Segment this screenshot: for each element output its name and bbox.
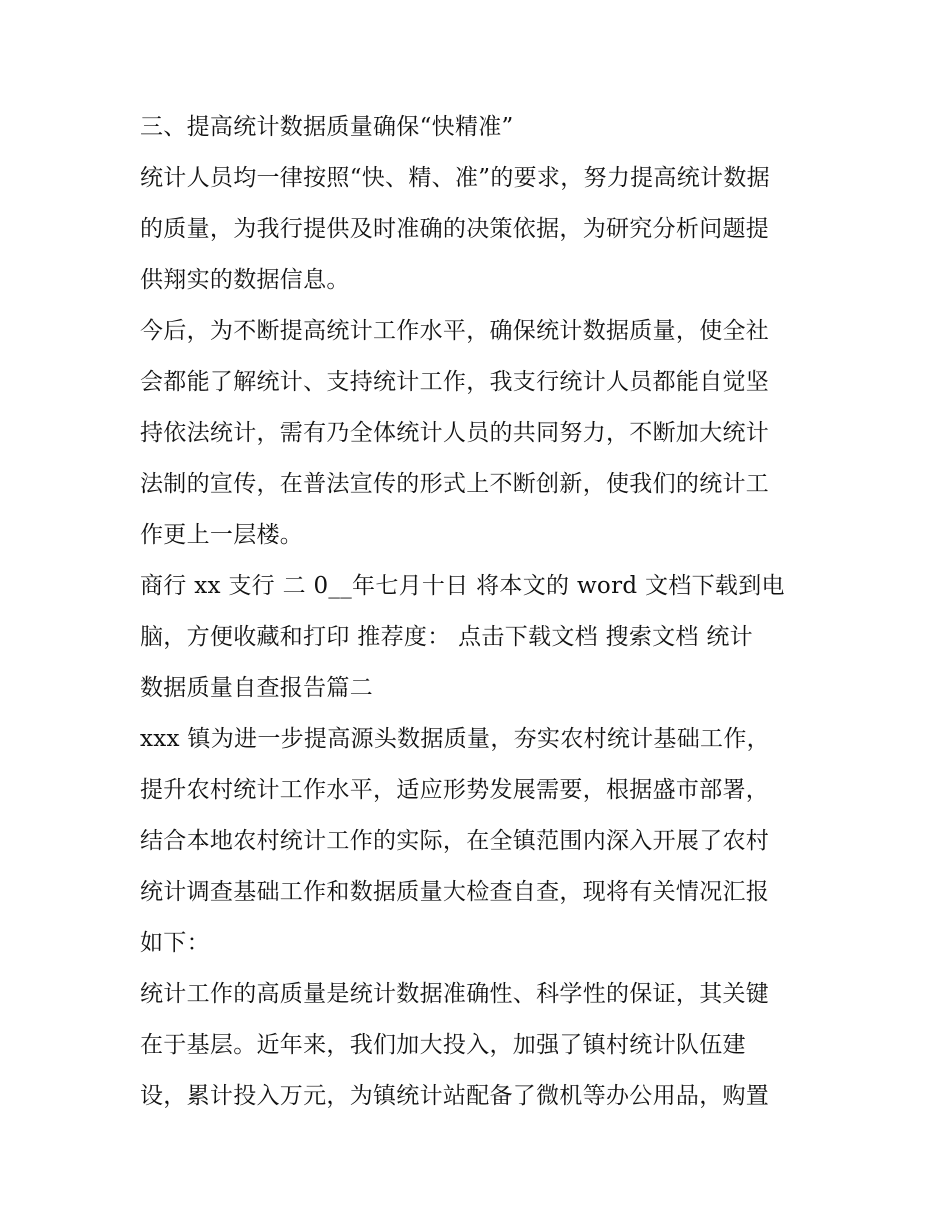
text-line: 作更上一层楼。 <box>140 522 304 548</box>
text-line: 提升农村统计工作水平，适应形势发展需要，根据盛市部署， <box>140 777 770 803</box>
text-line: 结合本地农村统计工作的实际，在全镇范围内深入开展了农村 <box>140 828 770 854</box>
text-line: 脑，方便收藏和打印 推荐度： 点击下载文档 搜索文档 统计 <box>140 624 753 650</box>
text-line: 法制的宣传，在普法宣传的形式上不断创新，使我们的统计工 <box>140 471 770 497</box>
text-line: 如下： <box>140 930 210 956</box>
text-line: 商行 xx 支行 二 0__年七月十日 将本文的 word 文档下载到电 <box>140 573 785 599</box>
text-line: 在于基层。近年来，我们加大投入，加强了镇村统计队伍建 <box>140 1032 746 1058</box>
text-line: 供翔实的数据信息。 <box>140 267 350 293</box>
text-line: 的质量，为我行提供及时准确的决策依据，为研究分析问题提 <box>140 216 770 242</box>
text-line: 今后，为不断提高统计工作水平，确保统计数据质量，使全社 <box>140 318 770 344</box>
text-line: 统计人员均一律按照“快、精、准”的要求，努力提高统计数据 <box>140 165 770 191</box>
text-line: xxx 镇为进一步提高源头数据质量，夯实农村统计基础工作， <box>140 726 770 752</box>
document-body <box>140 102 820 1122</box>
text-line: 数据质量自查报告篇二 <box>140 675 373 701</box>
text-line: 持依法统计，需有乃全体统计人员的共同努力，不断加大统计 <box>140 420 770 446</box>
section-heading: 三、提高统计数据质量确保“快精准” <box>140 114 514 140</box>
text-line: 统计工作的高质量是统计数据准确性、科学性的保证，其关键 <box>140 981 770 1007</box>
text-line: 会都能了解统计、支持统计工作，我支行统计人员都能自觉坚 <box>140 369 770 395</box>
text-line: 设，累计投入万元，为镇统计站配备了微机等办公用品，购置 <box>140 1083 770 1109</box>
text-line: 统计调查基础工作和数据质量大检查自查，现将有关情况汇报 <box>140 879 770 905</box>
